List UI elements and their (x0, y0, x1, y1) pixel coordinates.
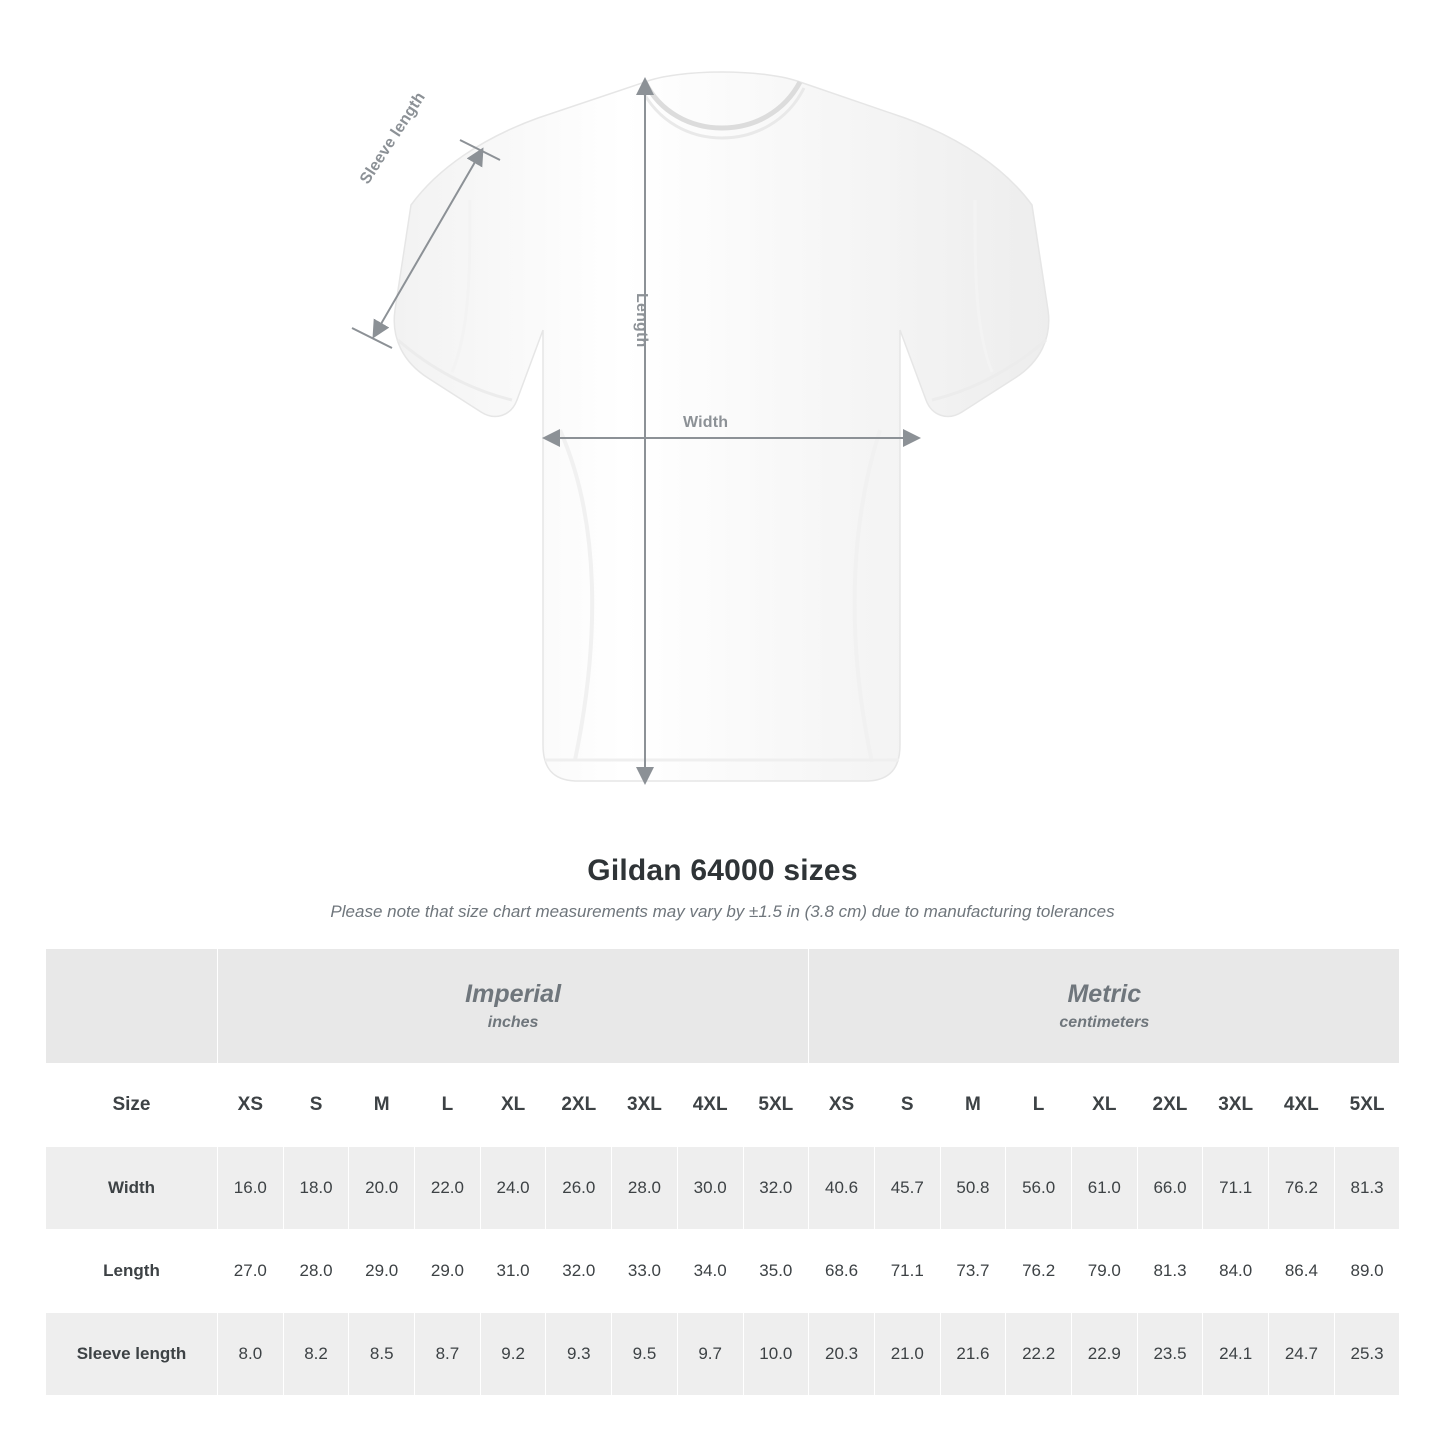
measure-cell: 81.3 (1334, 1147, 1400, 1230)
measure-cell: 9.5 (612, 1313, 678, 1396)
size-cell: L (415, 1064, 481, 1147)
measure-cell: 20.0 (349, 1147, 415, 1230)
measure-cell: 8.2 (283, 1313, 349, 1396)
size-cell: XS (218, 1064, 284, 1147)
measure-cell: 84.0 (1203, 1230, 1269, 1313)
measure-cell: 81.3 (1137, 1230, 1203, 1313)
table-row (46, 1230, 1400, 1313)
size-cell: M (940, 1064, 1006, 1147)
unit-group-header-row (46, 949, 1400, 1064)
measure-cell: 33.0 (612, 1230, 678, 1313)
size-cell: 5XL (743, 1064, 809, 1147)
measurement-tolerance-note: Please note that size chart measurements may vary by ±1.5 in (3.8 cm) due to manufacturing tolerances (330, 902, 1115, 921)
measure-cell: 79.0 (1071, 1230, 1137, 1313)
size-chart-table-wrapper (45, 948, 1400, 1396)
measure-cell: 40.6 (809, 1147, 875, 1230)
measure-cell: 10.0 (743, 1313, 809, 1396)
table-row (46, 1147, 1400, 1230)
unit-sub-metric: centimeters (1059, 1014, 1150, 1032)
measure-cell: 35.0 (743, 1230, 809, 1313)
measure-cell: 61.0 (1071, 1147, 1137, 1230)
size-cell: 2XL (546, 1064, 612, 1147)
measure-cell: 29.0 (415, 1230, 481, 1313)
measure-cell: 8.5 (349, 1313, 415, 1396)
size-cell: 4XL (1269, 1064, 1335, 1147)
measure-cell: 22.2 (1006, 1313, 1072, 1396)
size-cell: XL (1071, 1064, 1137, 1147)
measure-cell: 56.0 (1006, 1147, 1072, 1230)
size-cell: S (874, 1064, 940, 1147)
size-cell: XS (809, 1064, 875, 1147)
sleeve-length-label: Sleeve length (357, 89, 429, 188)
width-label: Width (683, 414, 729, 431)
measure-cell: 8.0 (218, 1313, 284, 1396)
size-cell: 3XL (1203, 1064, 1269, 1147)
measure-cell: 32.0 (743, 1147, 809, 1230)
measure-cell: 9.3 (546, 1313, 612, 1396)
measure-cell: 73.7 (940, 1230, 1006, 1313)
measure-cell: 24.0 (480, 1147, 546, 1230)
length-label: Length (633, 293, 650, 348)
unit-sub-imperial: inches (487, 1014, 539, 1032)
row-label-length: Length (46, 1230, 218, 1313)
measure-cell: 8.7 (415, 1313, 481, 1396)
size-cell: 3XL (612, 1064, 678, 1147)
size-header-row (46, 1064, 1400, 1147)
row-label-size: Size (46, 1064, 218, 1147)
measure-cell: 86.4 (1269, 1230, 1335, 1313)
size-cell: 4XL (677, 1064, 743, 1147)
unit-name-metric: Metric (1067, 979, 1142, 1008)
measure-cell: 23.5 (1137, 1313, 1203, 1396)
measure-cell: 20.3 (809, 1313, 875, 1396)
unit-name-imperial: Imperial (465, 979, 562, 1008)
measure-cell: 45.7 (874, 1147, 940, 1230)
unit-header-metric (809, 949, 1400, 1064)
measure-cell: 66.0 (1137, 1147, 1203, 1230)
measure-cell: 71.1 (874, 1230, 940, 1313)
measure-cell: 27.0 (218, 1230, 284, 1313)
size-cell: 2XL (1137, 1064, 1203, 1147)
measure-cell: 34.0 (677, 1230, 743, 1313)
measure-cell: 21.0 (874, 1313, 940, 1396)
measure-cell: 30.0 (677, 1147, 743, 1230)
measure-cell: 71.1 (1203, 1147, 1269, 1230)
size-cell: M (349, 1064, 415, 1147)
measure-cell: 29.0 (349, 1230, 415, 1313)
measure-cell: 16.0 (218, 1147, 284, 1230)
unit-header-spacer (46, 949, 218, 1064)
measure-cell: 24.7 (1269, 1313, 1335, 1396)
measure-cell: 50.8 (940, 1147, 1006, 1230)
measure-cell: 18.0 (283, 1147, 349, 1230)
measure-cell: 9.7 (677, 1313, 743, 1396)
measure-cell: 32.0 (546, 1230, 612, 1313)
measure-cell: 25.3 (1334, 1313, 1400, 1396)
measure-cell: 21.6 (940, 1313, 1006, 1396)
row-label-width: Width (46, 1147, 218, 1230)
unit-header-imperial (218, 949, 809, 1064)
measure-cell: 26.0 (546, 1147, 612, 1230)
measure-cell: 31.0 (480, 1230, 546, 1313)
measure-cell: 76.2 (1006, 1230, 1072, 1313)
size-cell: 5XL (1334, 1064, 1400, 1147)
page-title: Gildan 64000 sizes (587, 854, 858, 887)
measure-cell: 89.0 (1334, 1230, 1400, 1313)
measure-cell: 22.9 (1071, 1313, 1137, 1396)
size-chart-table (45, 948, 1400, 1396)
measure-cell: 22.0 (415, 1147, 481, 1230)
size-cell: L (1006, 1064, 1072, 1147)
measure-cell: 68.6 (809, 1230, 875, 1313)
measure-cell: 28.0 (612, 1147, 678, 1230)
row-label-sleeve-length: Sleeve length (46, 1313, 218, 1396)
size-cell: XL (480, 1064, 546, 1147)
table-row (46, 1313, 1400, 1396)
measure-cell: 28.0 (283, 1230, 349, 1313)
size-cell: S (283, 1064, 349, 1147)
measure-cell: 24.1 (1203, 1313, 1269, 1396)
measure-cell: 9.2 (480, 1313, 546, 1396)
measure-cell: 76.2 (1269, 1147, 1335, 1230)
